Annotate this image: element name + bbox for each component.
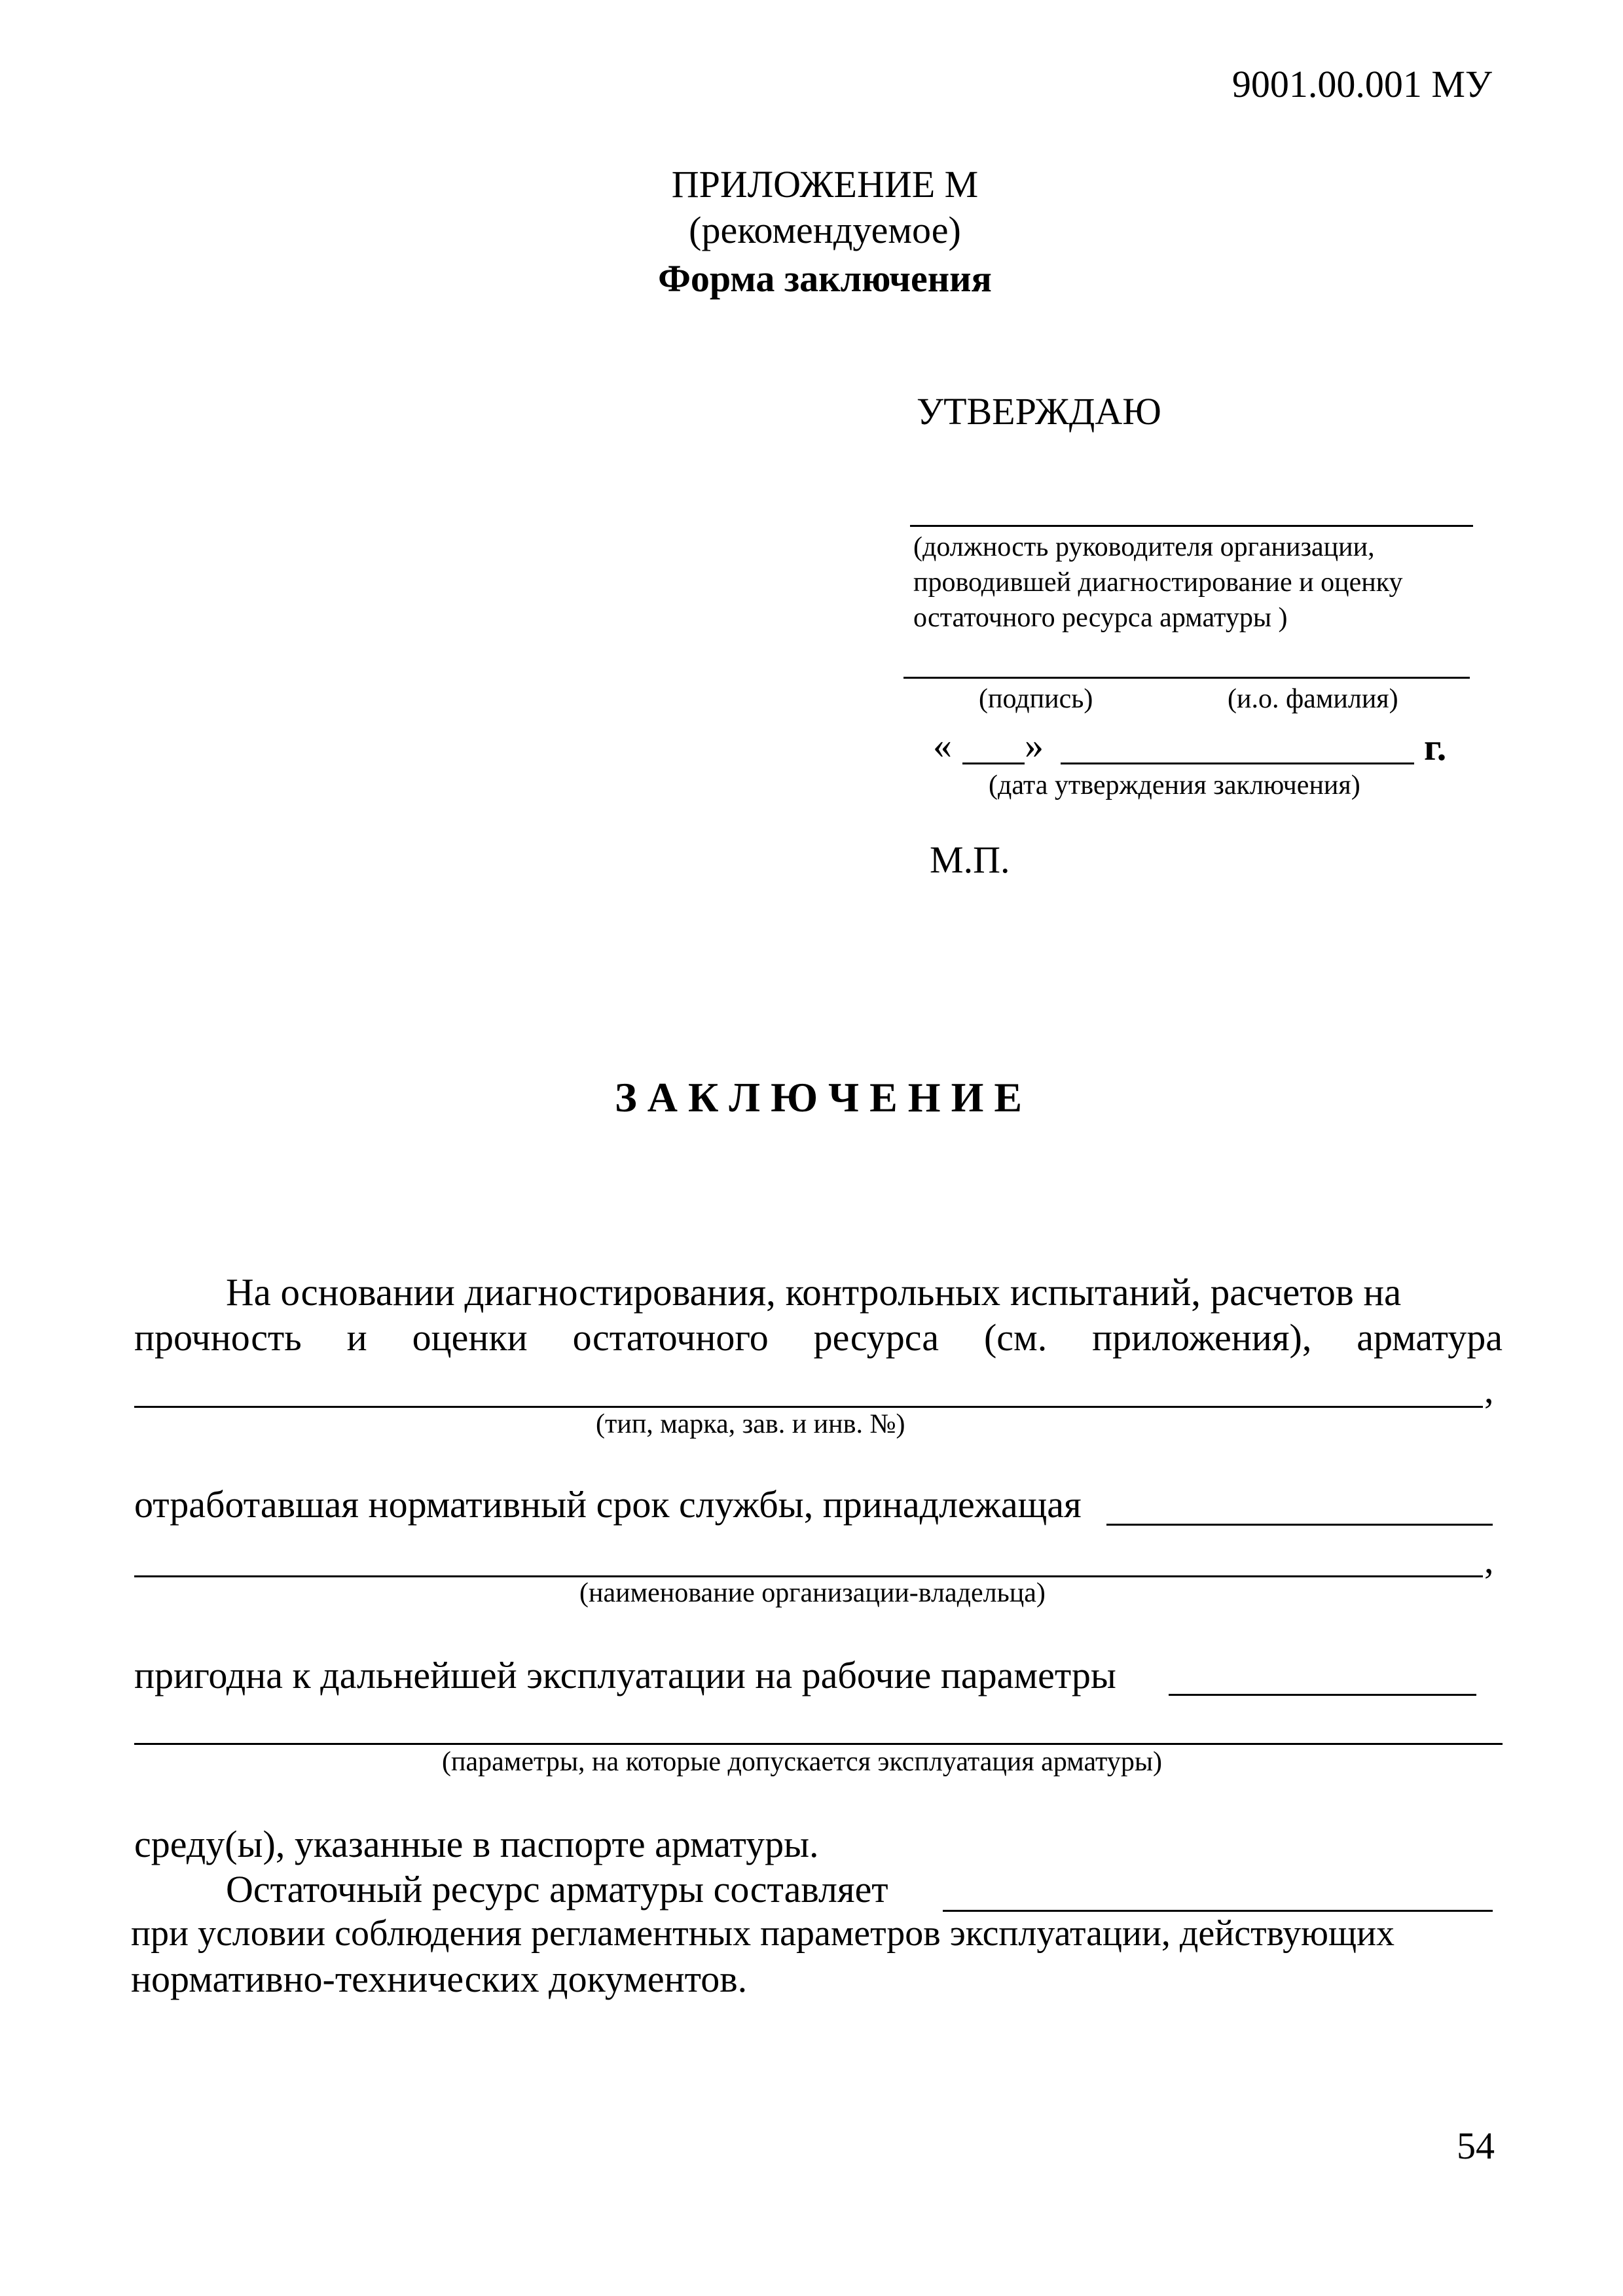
intro-word: и: [346, 1316, 367, 1359]
appendix-status: (рекомендуемое): [689, 209, 961, 251]
resource-blank[interactable]: [943, 1910, 1493, 1912]
position-caption-2: проводившей диагностирование и оценку: [913, 567, 1403, 598]
quote-open: «: [933, 724, 952, 766]
media-text: среду(ы), указанные в паспорте арматуры.: [134, 1823, 819, 1865]
intro-word: арматура: [1357, 1316, 1503, 1359]
intro-word: (см.: [983, 1316, 1048, 1359]
quote-close: »: [1025, 724, 1044, 766]
form-name: Форма заключения: [658, 257, 992, 300]
resource-text: Остаточный ресурс арматуры составляет: [226, 1868, 888, 1910]
date-caption: (дата утверждения заключения): [989, 770, 1360, 800]
params-caption: (параметры, на которые допускается эксплуатация арматуры): [442, 1747, 1163, 1777]
signature-caption: (подпись): [979, 684, 1093, 714]
owner-blank-1[interactable]: [1106, 1524, 1493, 1526]
type-blank[interactable]: [134, 1406, 1483, 1408]
type-comma: ,: [1484, 1369, 1494, 1411]
params-blank-2[interactable]: [134, 1743, 1503, 1745]
suitable-text: пригодна к дальнейшей эксплуатации на рабочие параметры: [134, 1654, 1116, 1696]
intro-word: прочность: [134, 1316, 302, 1359]
appendix-title: ПРИЛОЖЕНИЕ М: [671, 163, 979, 206]
intro-line-1: На основании диагностирования, контрольных испытаний, расчетов на: [226, 1270, 1402, 1314]
name-caption: (и.о. фамилия): [1228, 684, 1398, 714]
year-suffix: г.: [1424, 726, 1447, 768]
condition-line-2: нормативно-технических документов.: [131, 1958, 748, 2000]
approve-word: УТВЕРЖДАЮ: [917, 390, 1161, 433]
intro-word: ресурса: [813, 1316, 939, 1359]
page-number: 54: [1457, 2125, 1495, 2167]
conclusion-heading: З А К Л Ю Ч Е Н И Е: [614, 1074, 1023, 1121]
position-caption-3: остаточного ресурса арматуры ): [913, 603, 1288, 633]
owner-caption: (наименование организации-владельца): [579, 1578, 1046, 1608]
intro-word: приложения),: [1092, 1316, 1312, 1359]
condition-line-1: при условии соблюдения регламентных параметров эксплуатации, действующих: [131, 1913, 1395, 1954]
params-blank-1[interactable]: [1169, 1694, 1476, 1696]
position-caption-1: (должность руководителя организации,: [913, 532, 1375, 562]
owner-comma: ,: [1484, 1539, 1494, 1581]
seal-place: М.П.: [930, 838, 1010, 881]
document-code: 9001.00.001 МУ: [1231, 63, 1492, 105]
type-caption: (тип, марка, зав. и инв. №): [596, 1409, 905, 1439]
intro-line-2: [134, 1316, 1503, 1359]
service-text: отработавшая нормативный срок службы, принадлежащая: [134, 1483, 1082, 1526]
signature-name-line[interactable]: [903, 677, 1470, 679]
day-blank[interactable]: [962, 762, 1025, 764]
position-line[interactable]: [910, 525, 1473, 527]
intro-word: остаточного: [572, 1316, 769, 1359]
month-year-blank[interactable]: [1061, 762, 1414, 764]
intro-word: оценки: [412, 1316, 528, 1359]
